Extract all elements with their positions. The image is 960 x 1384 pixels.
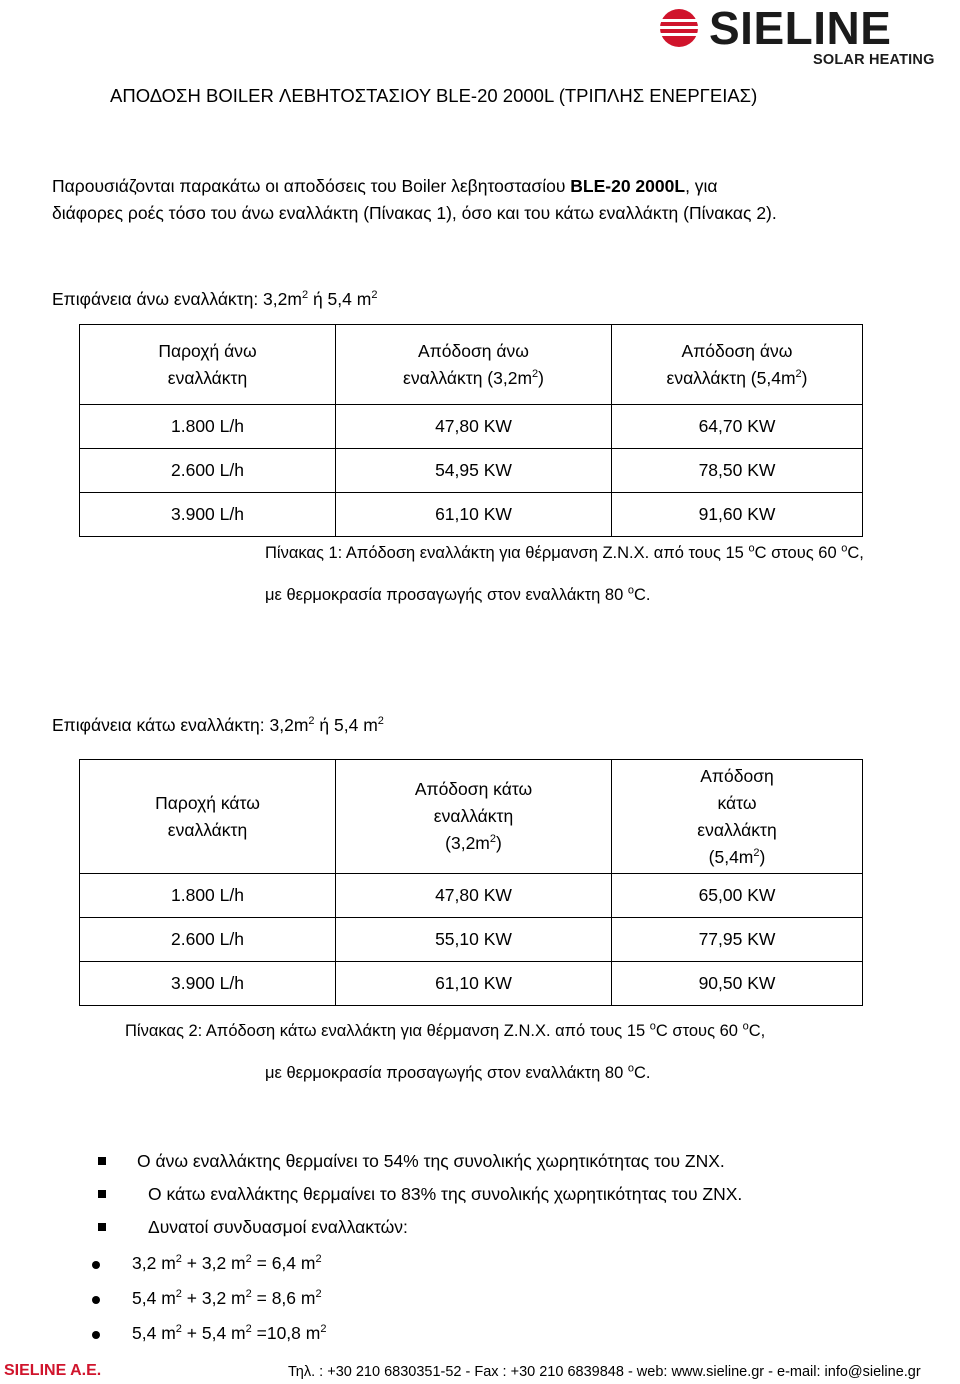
round-bullet-icon bbox=[92, 1296, 100, 1304]
flow-cell: 3.900 L/h bbox=[80, 962, 336, 1006]
superscript: 2 bbox=[532, 367, 539, 380]
combo-item bbox=[132, 1253, 322, 1274]
superscript: ο bbox=[742, 1020, 749, 1033]
header-text: Απόδοση άνω bbox=[418, 340, 529, 361]
caption-text: με θερμοκρασία προσαγωγής στον εναλλάκτη 80 bbox=[265, 1064, 628, 1082]
header-text: (3,2m bbox=[445, 833, 490, 853]
header-text: (5,4m bbox=[708, 846, 754, 867]
superscript: 2 bbox=[315, 1253, 322, 1266]
document-title: ΑΠΟΔΟΣΗ BOILER ΛΕΒΗΤΟΣΤΑΣΙΟΥ BLE-20 2000L (ΤΡΙΠΛΗΣ ΕΝΕΡΓΕΙΑΣ) bbox=[110, 85, 758, 106]
output-cell: 91,60 KW bbox=[612, 493, 863, 537]
output-cell: 78,50 KW bbox=[612, 449, 863, 493]
superscript: 2 bbox=[795, 367, 802, 380]
flow-cell: 1.800 L/h bbox=[80, 405, 336, 449]
caption-text: C στους 60 bbox=[754, 544, 842, 562]
caption-text: C. bbox=[633, 586, 651, 604]
caption-text: C στους 60 bbox=[655, 1022, 743, 1040]
superscript: ο bbox=[841, 542, 848, 555]
table2-caption-line2 bbox=[265, 1064, 650, 1083]
header-text: Παροχή κάτω bbox=[155, 792, 260, 813]
output-cell: 77,95 KW bbox=[612, 918, 863, 962]
header-text: ) bbox=[538, 367, 544, 388]
combo-text: + 3,2 m bbox=[181, 1253, 246, 1273]
table-row bbox=[80, 405, 863, 449]
caption-text: Πίνακας 1: Απόδοση εναλλάκτη για θέρμανση Ζ.Ν.Χ. από τους 15 bbox=[265, 544, 749, 562]
header-text: ) bbox=[496, 833, 502, 853]
header-cell bbox=[336, 760, 612, 874]
header-cell bbox=[80, 760, 336, 874]
output-cell: 47,80 KW bbox=[336, 405, 612, 449]
flow-cell: 2.600 L/h bbox=[80, 449, 336, 493]
superscript: 2 bbox=[320, 1323, 327, 1336]
round-bullet-icon bbox=[92, 1261, 100, 1269]
combo-text: 5,4 m bbox=[132, 1323, 176, 1343]
intro-model: BLE-20 2000L bbox=[570, 176, 686, 196]
caption-text: Πίνακας 2: Απόδοση κάτω εναλλάκτη για θέρμανση Ζ.Ν.Χ. από τους 15 bbox=[125, 1022, 650, 1040]
logo-brand-text: SIELINE bbox=[709, 2, 892, 54]
header-text: κάτω bbox=[717, 792, 757, 813]
upper-exchanger-surface bbox=[52, 289, 377, 310]
combo-text: = 8,6 m bbox=[251, 1288, 316, 1308]
flow-cell: 1.800 L/h bbox=[80, 874, 336, 918]
caption-text: C. bbox=[633, 1064, 651, 1082]
intro-text: Παρουσιάζονται παρακάτω οι αποδόσεις του Boiler λεβητοστασίου bbox=[52, 176, 571, 196]
combo-text: 5,4 m bbox=[132, 1288, 176, 1308]
note-item: Ο κάτω εναλλάκτης θερμαίνει το 83% της συνολικής χωρητικότητας του ΖΝΧ. bbox=[148, 1184, 743, 1204]
header-text: ) bbox=[801, 367, 808, 388]
lower-exchanger-surface bbox=[52, 715, 384, 736]
table1-caption-line2 bbox=[265, 586, 650, 605]
superscript: 2 bbox=[245, 1253, 252, 1266]
superscript: 2 bbox=[315, 1288, 322, 1301]
logo-tagline: SOLAR HEATING bbox=[813, 52, 935, 68]
combo-item bbox=[132, 1288, 322, 1309]
combo-text: 3,2 m bbox=[132, 1253, 176, 1273]
header-text: Παροχή άνω bbox=[158, 340, 257, 361]
header-text: Απόδοση κάτω bbox=[414, 779, 533, 799]
intro-text: , για bbox=[685, 176, 718, 196]
surface-text: Επιφάνεια κάτω εναλλάκτη: 3,2m bbox=[52, 715, 309, 735]
table-row bbox=[80, 449, 863, 493]
combo-text: =10,8 m bbox=[251, 1323, 321, 1343]
superscript: 2 bbox=[175, 1323, 182, 1336]
table-header-row bbox=[80, 760, 863, 874]
superscript: 2 bbox=[175, 1288, 182, 1301]
output-cell: 64,70 KW bbox=[612, 405, 863, 449]
header-text: εναλλάκτη bbox=[167, 819, 248, 840]
caption-text: με θερμοκρασία προσαγωγής στον εναλλάκτη 80 bbox=[265, 586, 628, 604]
flow-cell: 2.600 L/h bbox=[80, 918, 336, 962]
header-text: Απόδοση bbox=[700, 765, 774, 786]
upper-exchanger-table bbox=[79, 324, 863, 537]
square-bullet-icon bbox=[98, 1190, 106, 1198]
intro-paragraph bbox=[52, 173, 912, 227]
table-row bbox=[80, 918, 863, 962]
superscript: 2 bbox=[753, 846, 760, 859]
flow-cell: 3.900 L/h bbox=[80, 493, 336, 537]
header-cell bbox=[80, 325, 336, 405]
output-cell: 55,10 KW bbox=[336, 918, 612, 962]
combo-text: + 5,4 m bbox=[181, 1323, 246, 1343]
header-text: εναλλάκτη (5,4m bbox=[666, 367, 796, 388]
header-cell bbox=[612, 325, 863, 405]
header-cell bbox=[612, 760, 863, 874]
superscript: ο bbox=[649, 1020, 656, 1033]
header-text: εναλλάκτη (3,2m bbox=[403, 367, 533, 388]
table2-caption-line1 bbox=[125, 1022, 765, 1041]
lower-exchanger-table bbox=[79, 759, 863, 1006]
table-row bbox=[80, 493, 863, 537]
square-bullet-icon bbox=[98, 1157, 106, 1165]
round-bullet-icon bbox=[92, 1331, 100, 1339]
sun-logo-icon bbox=[655, 8, 705, 48]
superscript: 2 bbox=[245, 1288, 252, 1301]
caption-text: C, bbox=[748, 1022, 766, 1040]
superscript: ο bbox=[627, 584, 634, 597]
table1-caption-line1 bbox=[265, 544, 864, 563]
superscript: ο bbox=[627, 1062, 634, 1075]
caption-text: C, bbox=[847, 544, 864, 562]
table-row bbox=[80, 874, 863, 918]
header-text: Απόδοση άνω bbox=[681, 340, 793, 361]
surface-text: ή 5,4 m bbox=[308, 289, 372, 309]
superscript: ο bbox=[748, 542, 755, 555]
table-header-row bbox=[80, 325, 863, 405]
superscript: 2 bbox=[377, 715, 384, 728]
square-bullet-icon bbox=[98, 1223, 106, 1231]
table-row bbox=[80, 962, 863, 1006]
header-text: εναλλάκτη bbox=[697, 819, 777, 840]
combo-text: = 6,4 m bbox=[251, 1253, 316, 1273]
header-text: ) bbox=[759, 846, 766, 867]
intro-text: διάφορες ροές τόσο του άνω εναλλάκτη (Πίνακας 1), όσο και του κάτω εναλλάκτη (Πίνακας 2). bbox=[52, 203, 777, 223]
output-cell: 90,50 KW bbox=[612, 962, 863, 1006]
superscript: 2 bbox=[301, 289, 309, 302]
output-cell: 54,95 KW bbox=[336, 449, 612, 493]
superscript: 2 bbox=[175, 1253, 182, 1266]
header-cell bbox=[336, 325, 612, 405]
surface-text: Επιφάνεια άνω εναλλάκτη: 3,2m bbox=[52, 289, 302, 309]
superscript: 2 bbox=[489, 833, 497, 846]
output-cell: 65,00 KW bbox=[612, 874, 863, 918]
superscript: 2 bbox=[308, 715, 315, 728]
header-text: εναλλάκτη bbox=[433, 806, 514, 826]
output-cell: 61,10 KW bbox=[336, 962, 612, 1006]
superscript: 2 bbox=[245, 1323, 252, 1336]
note-item: Δυνατοί συνδυασμοί εναλλακτών: bbox=[148, 1217, 408, 1237]
note-item: Ο άνω εναλλάκτης θερμαίνει το 54% της συνολικής χωρητικότητας του ΖΝΧ. bbox=[137, 1151, 725, 1171]
superscript: 2 bbox=[371, 289, 378, 302]
surface-text: ή 5,4 m bbox=[314, 715, 378, 735]
footer-company-name: SIELINE A.E. bbox=[4, 1362, 102, 1379]
company-logo bbox=[655, 4, 955, 68]
output-cell: 47,80 KW bbox=[336, 874, 612, 918]
header-text: εναλλάκτη bbox=[167, 367, 248, 388]
output-cell: 61,10 KW bbox=[336, 493, 612, 537]
combo-item bbox=[132, 1323, 326, 1344]
combo-text: + 3,2 m bbox=[181, 1288, 246, 1308]
footer-contact-info: Τηλ. : +30 210 6830351-52 - Fax : +30 210 6839848 - web: www.sieline.gr - e-mail: info@sieline.gr bbox=[288, 1364, 921, 1380]
